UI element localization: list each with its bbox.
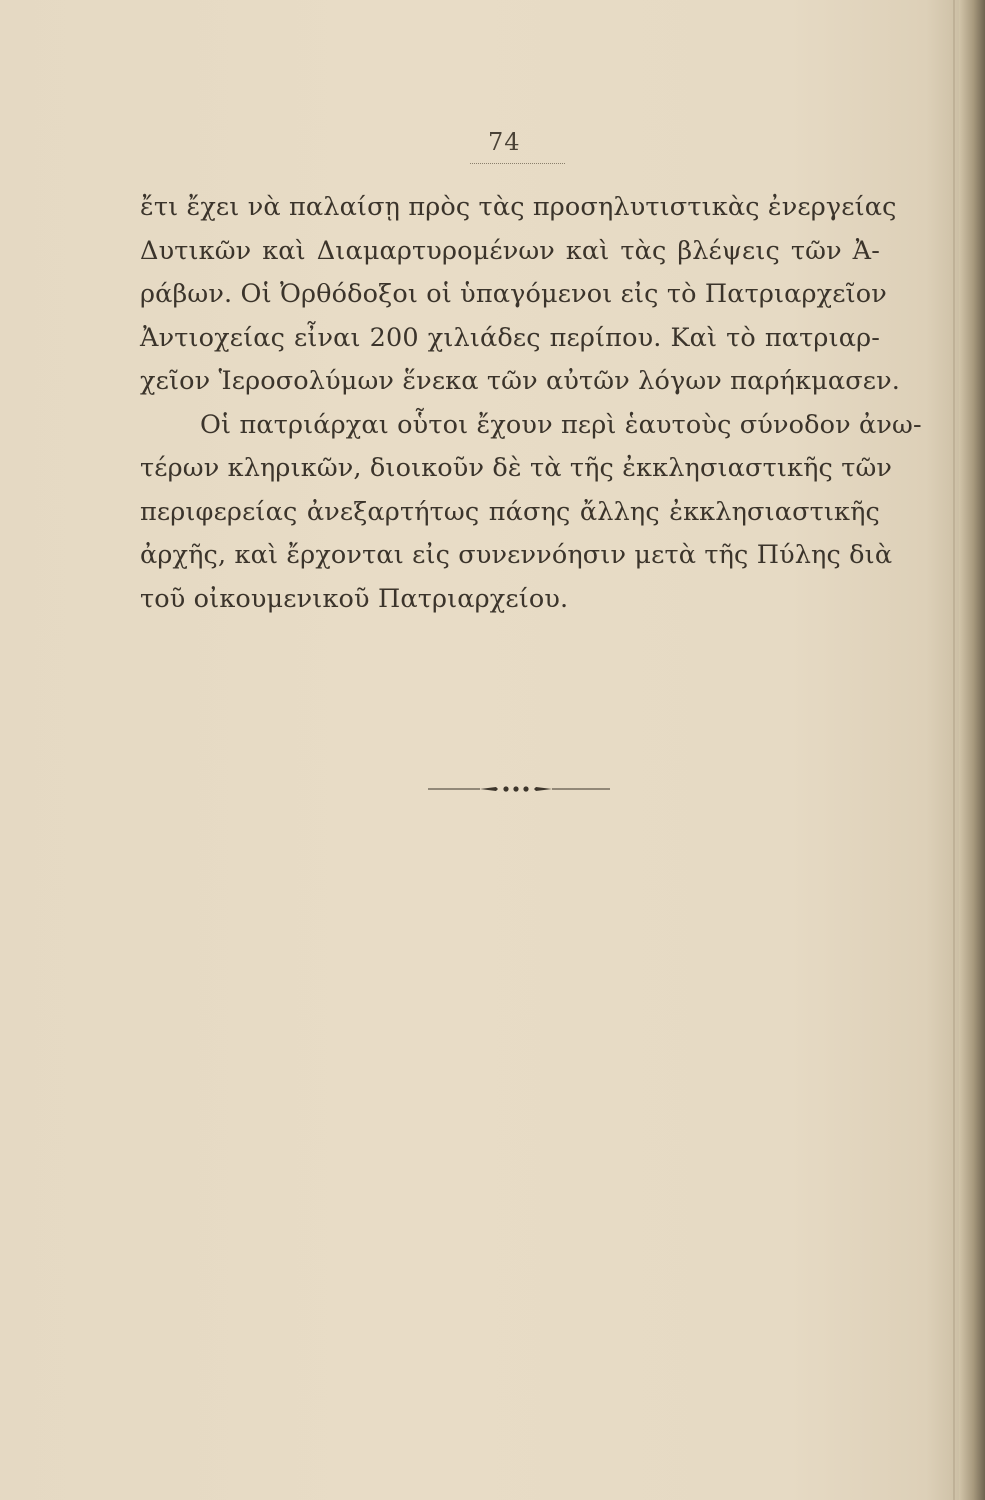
text-line: τοῦ οἰκουμενικοῦ Πατριαρχείου.: [140, 583, 569, 614]
text-line: ἔτι ἔχει νὰ παλαίσῃ πρὸς τὰς προσηλυτιστικὰς ἐνεργείας: [140, 192, 897, 222]
text-line: Ἀντιοχείας εἶναι 200 χιλιάδες περίπου. Καὶ τὸ πατριαρ-: [140, 322, 880, 353]
text-line: Δυτικῶν καὶ Διαμαρτυρομένων καὶ τὰς βλέψεις τῶν Ἀ-: [140, 235, 880, 266]
page-binding-edge: [959, 0, 985, 1500]
text-line: ράβων. Οἱ Ὀρθόδοξοι οἱ ὑπαγόμενοι εἰς τὸ Πατριαρχεῖον: [140, 279, 887, 309]
text-line: τέρων κληρικῶν, διοικοῦν δὲ τὰ τῆς ἐκκλησιαστικῆς τῶν: [140, 453, 893, 483]
text-line: ἀρχῆς, καὶ ἔρχονται εἰς συνεννόησιν μετὰ τῆς Πύλης διὰ: [140, 540, 893, 570]
text-line: Οἱ πατριάρχαι οὗτοι ἔχουν περὶ ἑαυτοὺς σύνοδον ἀνω-: [200, 409, 922, 440]
body-text: [140, 186, 922, 621]
page-number: 74: [488, 128, 521, 156]
text-line: περιφερείας ἀνεξαρτήτως πάσης ἄλλης ἐκκλησιαστικῆς: [140, 496, 880, 527]
page-binding-shadow: [953, 0, 955, 1500]
header-rule: [470, 163, 565, 164]
ornamental-separator: [428, 781, 610, 797]
text-line: χεῖον Ἱεροσολύμων ἕνεκα τῶν αὐτῶν λόγων παρήκμασεν.: [140, 366, 901, 396]
